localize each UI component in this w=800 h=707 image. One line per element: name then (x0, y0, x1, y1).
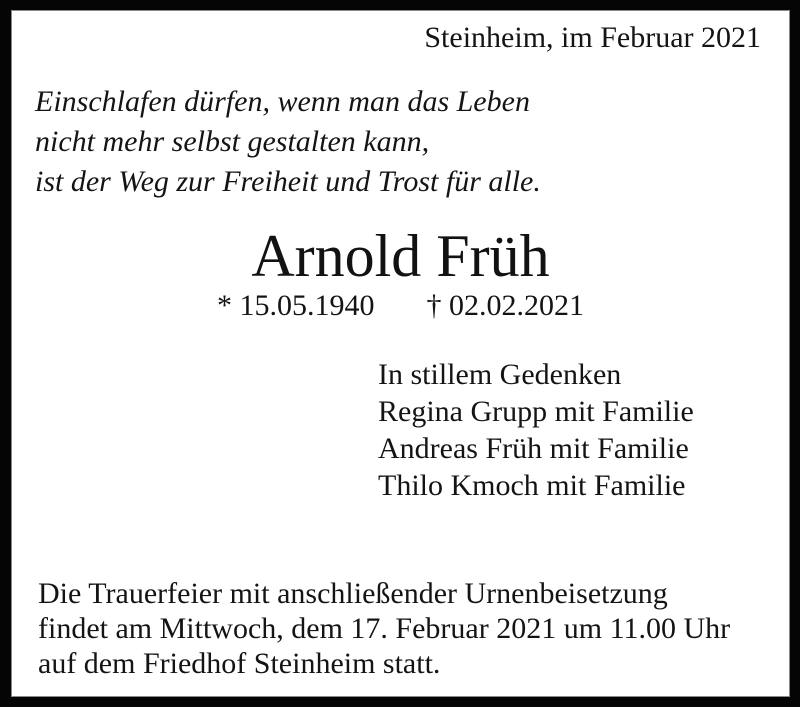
birth-date: * 15.05.1940 (217, 289, 375, 322)
death-date: † 02.02.2021 (426, 289, 584, 322)
funeral-details (38, 576, 730, 681)
obituary-notice (11, 10, 790, 697)
mourner-2: Andreas Früh mit Familie (378, 432, 689, 465)
mourners-block (378, 356, 694, 504)
funeral-line-1: Die Trauerfeier mit anschließender Urnenbeisetzung (38, 577, 668, 610)
place-and-date-line: Steinheim, im Februar 2021 (424, 21, 761, 54)
mourner-3: Thilo Kmoch mit Familie (378, 469, 686, 502)
deceased-name: Arnold Früh (251, 223, 550, 289)
verse-line-2: nicht mehr selbst gestalten kann, (35, 125, 430, 158)
funeral-line-3: auf dem Friedhof Steinheim statt. (38, 647, 441, 680)
life-dates (11, 289, 790, 323)
verse-line-3: ist der Weg zur Freiheit und Trost für alle. (35, 165, 541, 198)
funeral-line-2: findet am Mittwoch, dem 17. Februar 2021 um 11.00 Uhr (38, 612, 731, 645)
mourners-heading: In stillem Gedenken (378, 358, 622, 391)
verse-line-1: Einschlafen dürfen, wenn man das Leben (35, 85, 530, 118)
mourner-1: Regina Grupp mit Familie (378, 395, 694, 428)
memorial-verse (35, 82, 541, 202)
